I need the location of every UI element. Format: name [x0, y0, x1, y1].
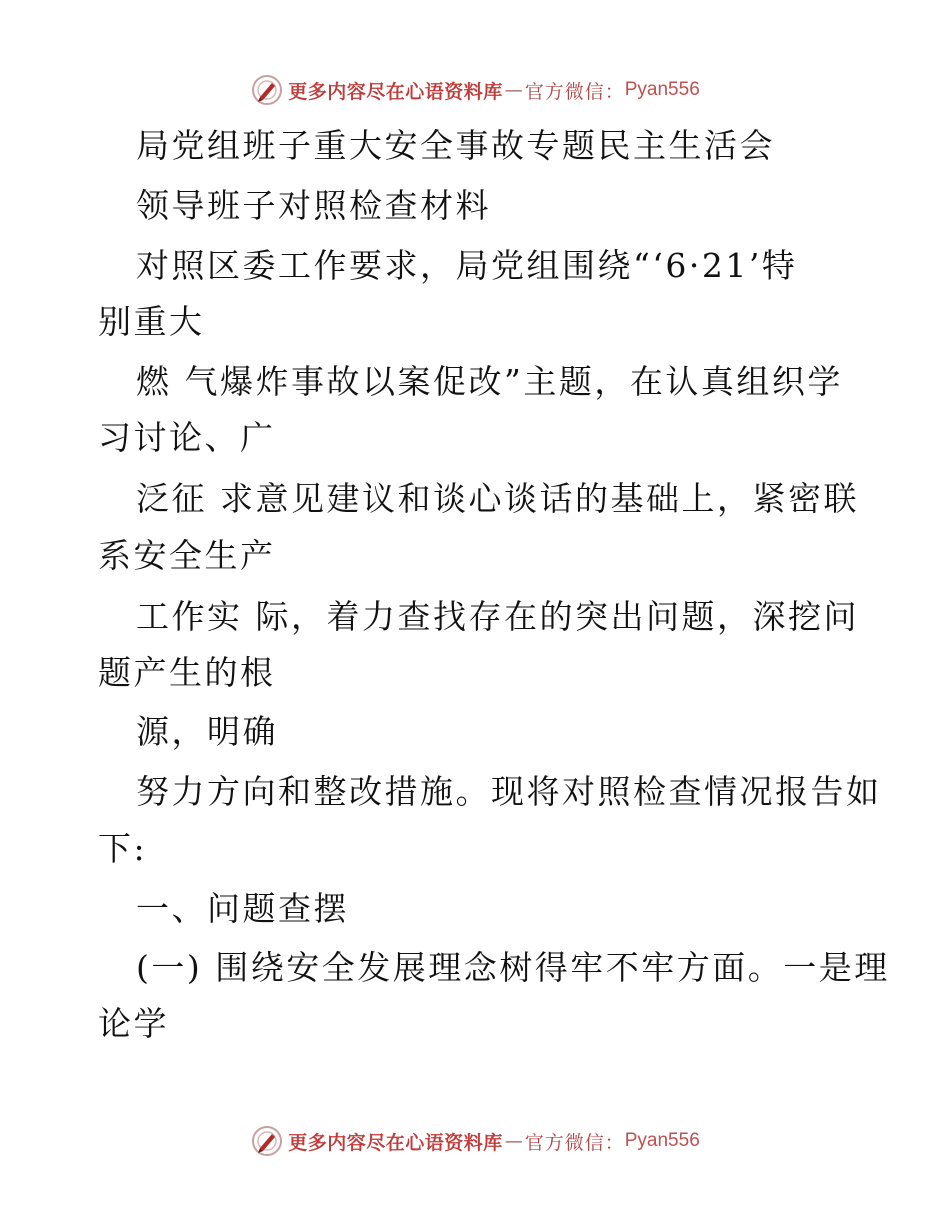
- banner-brand-text: 更多内容尽在心语资料库: [288, 80, 503, 103]
- footer-watermark-banner: [0, 1121, 950, 1161]
- paragraph-line: 努力方向和整改措施。现将对照检查情况报告如: [136, 772, 882, 811]
- paragraph-line: 源，明确: [136, 712, 278, 751]
- paragraph-line: 系安全生产: [98, 536, 276, 575]
- header-watermark-banner: [0, 70, 950, 110]
- banner-dash: —: [504, 1130, 523, 1152]
- paragraph-line: 泛征 求意见建议和谈心谈话的基础上，紧密联: [136, 479, 859, 518]
- banner-dash: —: [504, 79, 523, 101]
- paragraph-line: 燃 气爆炸事故以案促改”主题，在认真组织学: [136, 362, 843, 401]
- pen-logo-icon: [250, 1124, 284, 1158]
- section-heading: 一、问题查摆: [136, 889, 349, 928]
- paragraph-line: 下:: [98, 829, 148, 868]
- subsection-line: (一) 围绕安全发展理念树得牢不牢方面。一是理: [136, 948, 890, 987]
- doc-title-line-2: 领导班子对照检查材料: [136, 186, 491, 225]
- paragraph-line: 习讨论、广: [98, 418, 276, 457]
- pen-logo-icon: [250, 73, 284, 107]
- paragraph-line: 题产生的根: [98, 653, 276, 692]
- banner-brand-text: 更多内容尽在心语资料库: [288, 1131, 503, 1154]
- banner-wechat-label: 官方微信：: [524, 80, 625, 103]
- banner-wechat-label: 官方微信：: [524, 1131, 625, 1154]
- paragraph-line: 工作实 际，着力查找存在的突出问题，深挖问: [136, 597, 859, 636]
- paragraph-line: 别重大: [98, 302, 205, 341]
- banner-account-id: Pyan556: [624, 1130, 700, 1151]
- paragraph-line: 对照区委工作要求，局党组围绕“‘6·21’特: [136, 246, 798, 285]
- banner-account-id: Pyan556: [624, 79, 700, 100]
- paragraph-line: 论学: [98, 1004, 169, 1043]
- doc-title-line-1: 局党组班子重大安全事故专题民主生活会: [136, 126, 775, 165]
